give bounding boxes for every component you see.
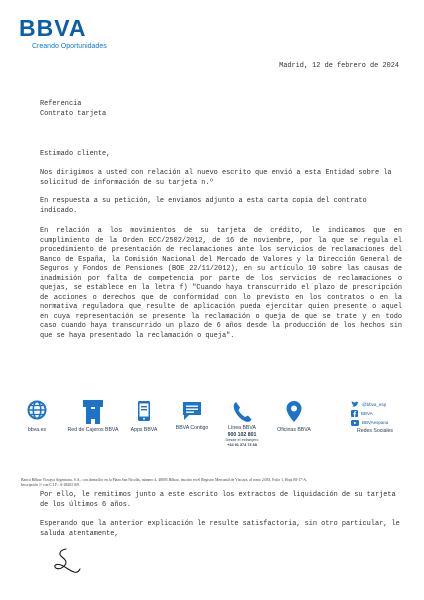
- paragraph-5: Esperando que la anterior explicación le resulte satisfactoria, sin otro particular, le saluda atentamente,: [40, 520, 400, 538]
- footer-label-oficinas: Oficinas BBVA: [277, 427, 311, 433]
- social-block: [351, 400, 411, 435]
- chat-icon: [181, 400, 203, 422]
- footer-label-apps: Apps BBVA: [130, 427, 158, 433]
- paragraph-4: Por ello, le remitimos junto a este escrito los extractos de liquidación de su tarjeta de los últimos 6 años.: [40, 491, 396, 509]
- twitter-handle: @bbva_esp: [362, 402, 387, 407]
- social-label: Redes Sociales: [356, 428, 394, 434]
- footer-item-web[interactable]: [7, 400, 67, 434]
- logo-tagline: Creando Oportunidades: [32, 43, 107, 50]
- facebook-link[interactable]: [351, 409, 411, 418]
- phone-icon: [231, 400, 253, 424]
- location-pin-icon: [285, 400, 303, 424]
- footer-label-contigo: BBVA Contigo: [175, 425, 209, 431]
- atm-icon: [82, 400, 104, 424]
- bbva-logo: [19, 16, 107, 50]
- footer-item-oficinas[interactable]: [264, 400, 324, 434]
- paragraph-2: En respuesta a su petición, le enviamos adjunto a esta carta copia del contrato indicado.: [40, 197, 367, 215]
- twitter-icon: [351, 401, 359, 408]
- reference-label: Referencia: [40, 100, 82, 108]
- footer-label-atm: Red de Cajeros BBVA: [67, 427, 119, 433]
- handwritten-signature: [52, 546, 82, 586]
- footer-phone-note: Desde el extranjero: [225, 438, 259, 443]
- reference-block: [40, 100, 106, 119]
- youtube-link[interactable]: [351, 418, 411, 427]
- reference-subject: Contrato tarjeta: [40, 109, 107, 118]
- twitter-link[interactable]: [351, 400, 411, 409]
- logo-text: BBVA: [19, 15, 87, 41]
- footer-phone-number[interactable]: 900 102 801: [227, 431, 257, 438]
- footer-phone-intl[interactable]: +34 91 374 73 68: [227, 443, 257, 448]
- legal-notice: Banco Bilbao Vizcaya Argentaria, S.A., con domicilio en la Plaza San Nicolás, número 4, 48005 Bilbao, inscrito en el Registro Mercantil de Vizcaya, al tomo 2.083, Folio 1, Hoja BI-17-A, Inscripción 1ª con C.I.F.: A-48265169.: [21, 478, 308, 487]
- youtube-icon: [351, 420, 359, 426]
- facebook-icon: [351, 410, 358, 417]
- facebook-handle: BBVA: [361, 411, 373, 416]
- paragraph-1: Nos dirigimos a usted con relación al nuevo escrito que envió a esta Entidad sobre la solicitud de información de su tarjeta n.º: [40, 169, 392, 187]
- footer-label-web: bbva.es: [27, 427, 47, 433]
- greeting: Estimado cliente,: [40, 150, 111, 158]
- footer-label-phone: Línea BBVA: [228, 425, 256, 431]
- phone-app-icon: [134, 400, 154, 424]
- letter-date: Madrid, 12 de febrero de 2024: [279, 62, 399, 70]
- youtube-handle: BBVAespana: [362, 420, 389, 425]
- globe-icon: [27, 400, 47, 420]
- contact-footer: [20, 400, 404, 466]
- footer-item-phone[interactable]: [212, 400, 272, 448]
- paragraph-3: En relación a los movimientos de su tarjeta de crédito, le indicamos que en cumplimiento de la Orden ECC/2502/2012, de 16 de noviembre, por la que se regula el procedimiento de presentación de reclamaciones ante los servicios de reclamaciones del Banco de España, la Comisión Nacional del Mercado de Valores y la Dirección General de Seguros y Fondos de Pensiones (BOE 22/11/2012), en su artículo 10 sobre las causas de inadmisión por falta de competencia por parte de los servicios de reclamaciones o quejas, se establece en la letra f) "Cuando haya transcurrido el plazo de prescripción de acciones o derechos que de conformidad con lo previsto en los contratos o en la normativa reguladora que resulte de aplicación pueda ejercitar quien presente o aquel en cuya representación se presente la reclamación o queja de que se trate y en todo caso cuando haya transcurrido un plazo de 6 años desde la producción de los hechos sin que se haya presentado la reclamación o queja".: [40, 227, 402, 340]
